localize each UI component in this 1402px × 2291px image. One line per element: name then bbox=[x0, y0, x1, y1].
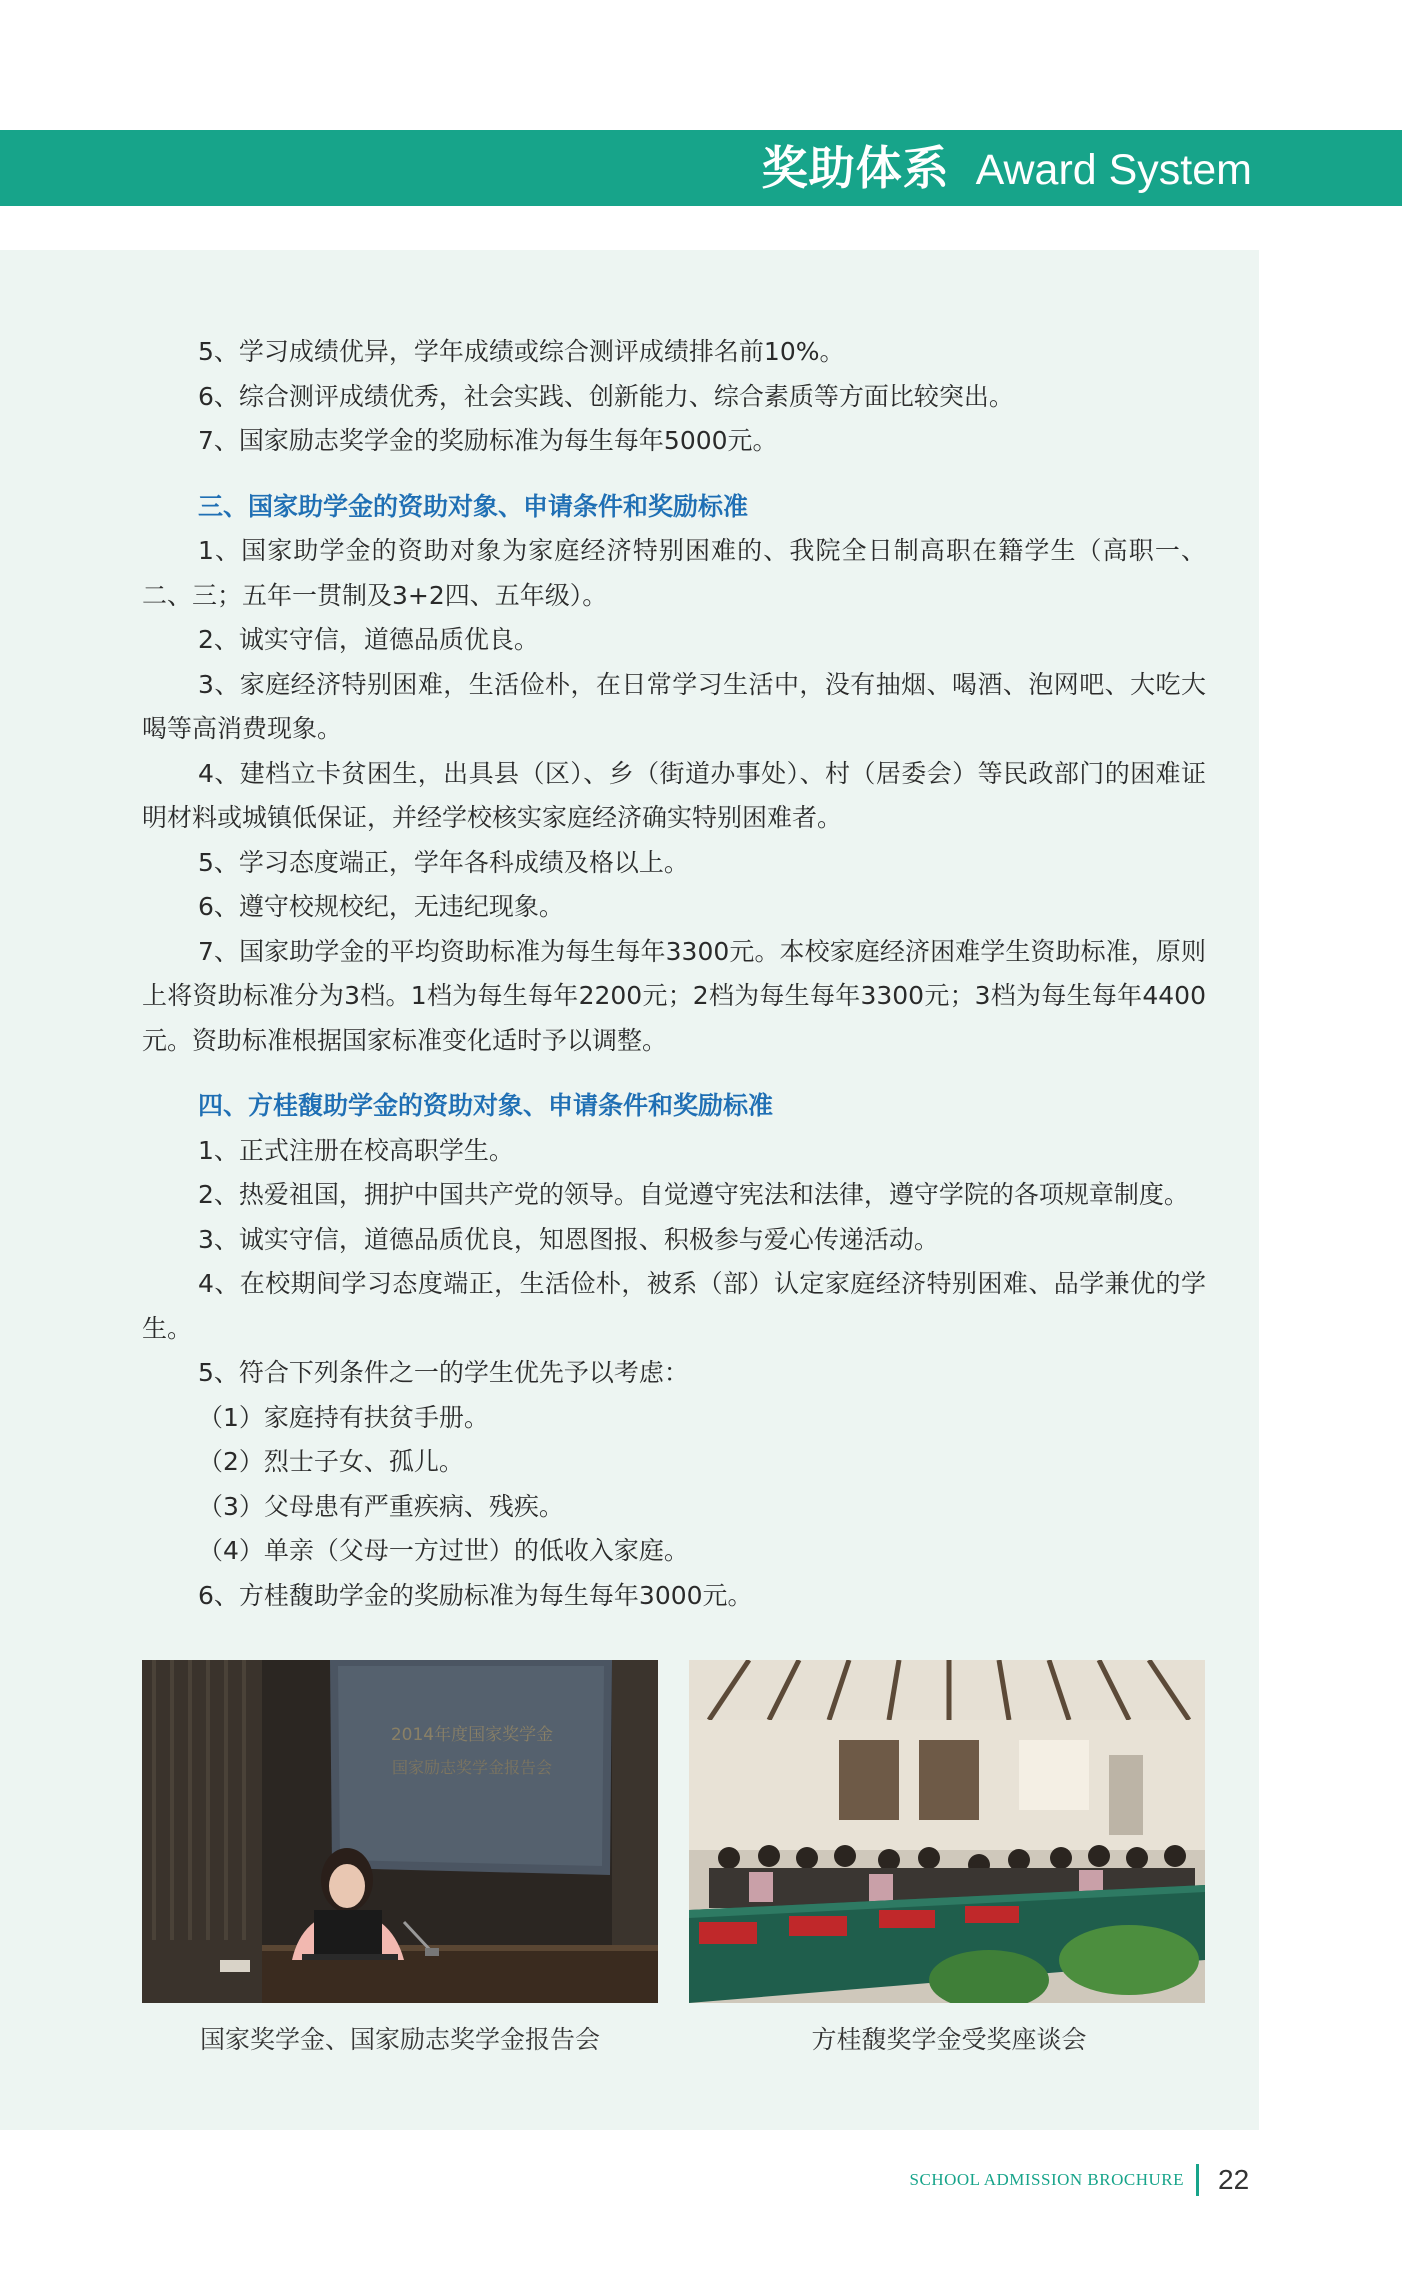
section-heading-4: 四、方桂馥助学金的资助对象、申请条件和奖励标准 bbox=[198, 1091, 774, 1120]
section-heading-3: 三、国家助学金的资助对象、申请条件和奖励标准 bbox=[198, 491, 749, 521]
page-section-title bbox=[762, 130, 1252, 206]
photo-award-forum bbox=[689, 1660, 1205, 2003]
paragraph: 5、学习态度端正，学年各科成绩及格以上。 bbox=[198, 847, 689, 877]
paragraph: 1、正式注册在校高职学生。 bbox=[198, 1135, 514, 1165]
paragraph: 6、方桂馥助学金的奖励标准为每生每年3000元。 bbox=[198, 1580, 753, 1610]
paragraph: 7、国家励志奖学金的奖励标准为每生每年5000元。 bbox=[198, 426, 778, 455]
paragraph: （2）烈士子女、孤儿。 bbox=[198, 1447, 464, 1476]
paragraph: 2、热爱祖国，拥护中国共产党的领导。自觉遵守宪法和法律，遵守学院的各项规章制度。 bbox=[198, 1180, 1189, 1209]
section-title-chinese: 奖助体系 bbox=[761, 141, 950, 195]
article-body bbox=[142, 330, 1206, 1618]
paragraph: 4、在校期间学习态度端正，生活俭朴，被系（部）认定家庭经济特别困难、品学兼优的学生。 bbox=[142, 1269, 1206, 1343]
paragraph: 3、家庭经济特别困难，生活俭朴，在日常学习生活中，没有抽烟、喝酒、泡网吧、大吃大喝等高消费现象。 bbox=[142, 669, 1206, 743]
footer-divider bbox=[1196, 2164, 1199, 2196]
paragraph: （3）父母患有严重疾病、残疾。 bbox=[198, 1491, 564, 1521]
photo-caption-right: 方桂馥奖学金受奖座谈会 bbox=[811, 2025, 1087, 2054]
paragraph: 6、遵守校规校纪，无违纪现象。 bbox=[198, 892, 564, 921]
page-number: 22 bbox=[1218, 2164, 1250, 2195]
paragraph: 6、综合测评成绩优秀，社会实践、创新能力、综合素质等方面比较突出。 bbox=[198, 381, 1014, 411]
paragraph: 3、诚实守信，道德品质优良，知恩图报、积极参与爱心传递活动。 bbox=[198, 1224, 939, 1254]
paragraph: 1、国家助学金的资助对象为家庭经济特别困难的、我院全日制高职在籍学生（高职一、二、三；五年一贯制及3+2四、五年级）。 bbox=[142, 536, 1206, 610]
photo-caption-left: 国家奖学金、国家励志奖学金报告会 bbox=[199, 2025, 600, 2054]
brochure-label: SCHOOL ADMISSION BROCHURE bbox=[909, 2170, 1184, 2189]
screen-title-line2: 国家励志奖学金报告会 bbox=[391, 1758, 553, 1777]
paragraph: 2、诚实守信，道德品质优良。 bbox=[198, 625, 539, 654]
paragraph: 7、国家助学金的平均资助标准为每生每年3300元。本校家庭经济困难学生资助标准，原则上将资助标准分为3档。1档为每生每年2200元；2档为每生每年3300元；3档为每生每年4400元。资助标准根据国家标准变化适时予以调整。 bbox=[142, 936, 1206, 1055]
paragraph: 5、学习成绩优异，学年成绩或综合测评成绩排名前10%。 bbox=[198, 337, 845, 366]
header-bar bbox=[0, 130, 1402, 206]
photo-report-meeting bbox=[142, 1660, 658, 2003]
section-title-english: Award System bbox=[975, 146, 1252, 194]
screen-title-line1: 2014年度国家奖学金 bbox=[390, 1725, 554, 1745]
paragraph: （4）单亲（父母一方过世）的低收入家庭。 bbox=[198, 1536, 689, 1565]
paragraph: 5、符合下列条件之一的学生优先予以考虑： bbox=[198, 1358, 689, 1387]
paragraph: 4、建档立卡贫困生，出具县（区）、乡（街道办事处）、村（居委会）等民政部门的困难证明材料或城镇低保证，并经学校核实家庭经济确实特别困难者。 bbox=[142, 758, 1206, 832]
paragraph: （1）家庭持有扶贫手册。 bbox=[198, 1402, 489, 1432]
